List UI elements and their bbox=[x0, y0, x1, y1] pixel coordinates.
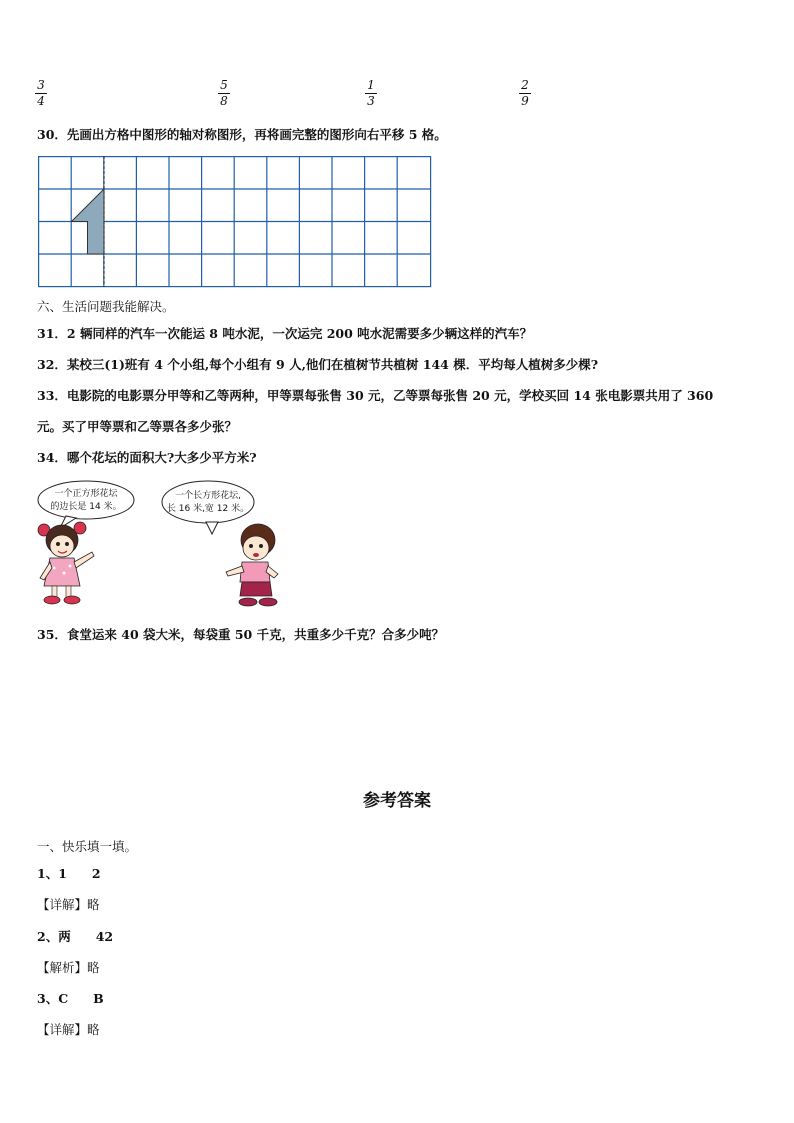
answer-3-note: 【详解】略 bbox=[37, 1022, 100, 1037]
fraction-denominator: 9 bbox=[521, 94, 529, 108]
fraction-numerator: 5 bbox=[220, 78, 228, 92]
left-bubble-line-2: 的边长是 14 米。 bbox=[50, 502, 122, 512]
answers-section-1: 一、快乐填一填。 bbox=[37, 839, 138, 854]
right-speech-bubble bbox=[162, 481, 254, 534]
answer-3: 3、C B bbox=[37, 991, 104, 1006]
girl-figure bbox=[38, 522, 94, 604]
right-bubble-line-1: 一个长方形花坛, bbox=[175, 491, 241, 501]
fraction-numerator: 3 bbox=[37, 78, 45, 92]
right-bubble-line-2: 长 16 米,宽 12 米。 bbox=[166, 504, 250, 514]
answer-1: 1、1 2 bbox=[37, 866, 101, 881]
fraction-1-3 bbox=[364, 79, 378, 108]
question-34: 34．哪个花坛的面积大?大多少平方米? bbox=[37, 450, 257, 465]
section-6-heading: 六、生活问题我能解决。 bbox=[37, 299, 175, 314]
fraction-denominator: 4 bbox=[37, 94, 45, 108]
question-33-line-2: 元。买了甲等票和乙等票各多少张？ bbox=[37, 419, 238, 434]
question-33-line-1: 33．电影院的电影票分甲等和乙等两种，甲等票每张售 30 元，乙等票每张售 20 元，学校买回 14 张电影票共用了 360 bbox=[37, 388, 714, 403]
square-grid bbox=[38, 156, 432, 288]
question-35: 35．食堂运来 40 袋大米，每袋重 50 千克，共重多少千克？合多少吨？ bbox=[37, 627, 445, 642]
question-30: 30．先画出方格中图形的轴对称图形，再将画完整的图形向右平移 5 格。 bbox=[37, 127, 447, 142]
fraction-numerator: 1 bbox=[367, 78, 375, 92]
flowerbed-illustration bbox=[36, 478, 296, 610]
fraction-3-4 bbox=[34, 79, 48, 108]
fraction-denominator: 8 bbox=[220, 94, 228, 108]
answer-2-note: 【解析】略 bbox=[37, 960, 100, 975]
left-speech-bubble bbox=[38, 481, 134, 528]
fraction-2-9 bbox=[518, 79, 532, 108]
question-31: 31．2 辆同样的汽车一次能运 8 吨水泥，一次运完 200 吨水泥需要多少辆这样的汽车？ bbox=[37, 326, 533, 341]
fraction-denominator: 3 bbox=[367, 94, 375, 108]
answer-2: 2、两 42 bbox=[37, 929, 114, 944]
boy-figure bbox=[226, 524, 278, 606]
answers-title: 参考答案 bbox=[363, 791, 431, 811]
left-bubble-line-1: 一个正方形花坛 bbox=[54, 489, 118, 499]
fraction-5-8 bbox=[217, 79, 231, 108]
answer-1-note: 【详解】略 bbox=[37, 897, 100, 912]
half-shape bbox=[72, 189, 105, 254]
question-32: 32．某校三(1)班有 4 个小组,每个小组有 9 人,他们在植树节共植树 144 棵．平均每人植树多少棵? bbox=[37, 357, 599, 372]
fraction-numerator: 2 bbox=[521, 78, 529, 92]
